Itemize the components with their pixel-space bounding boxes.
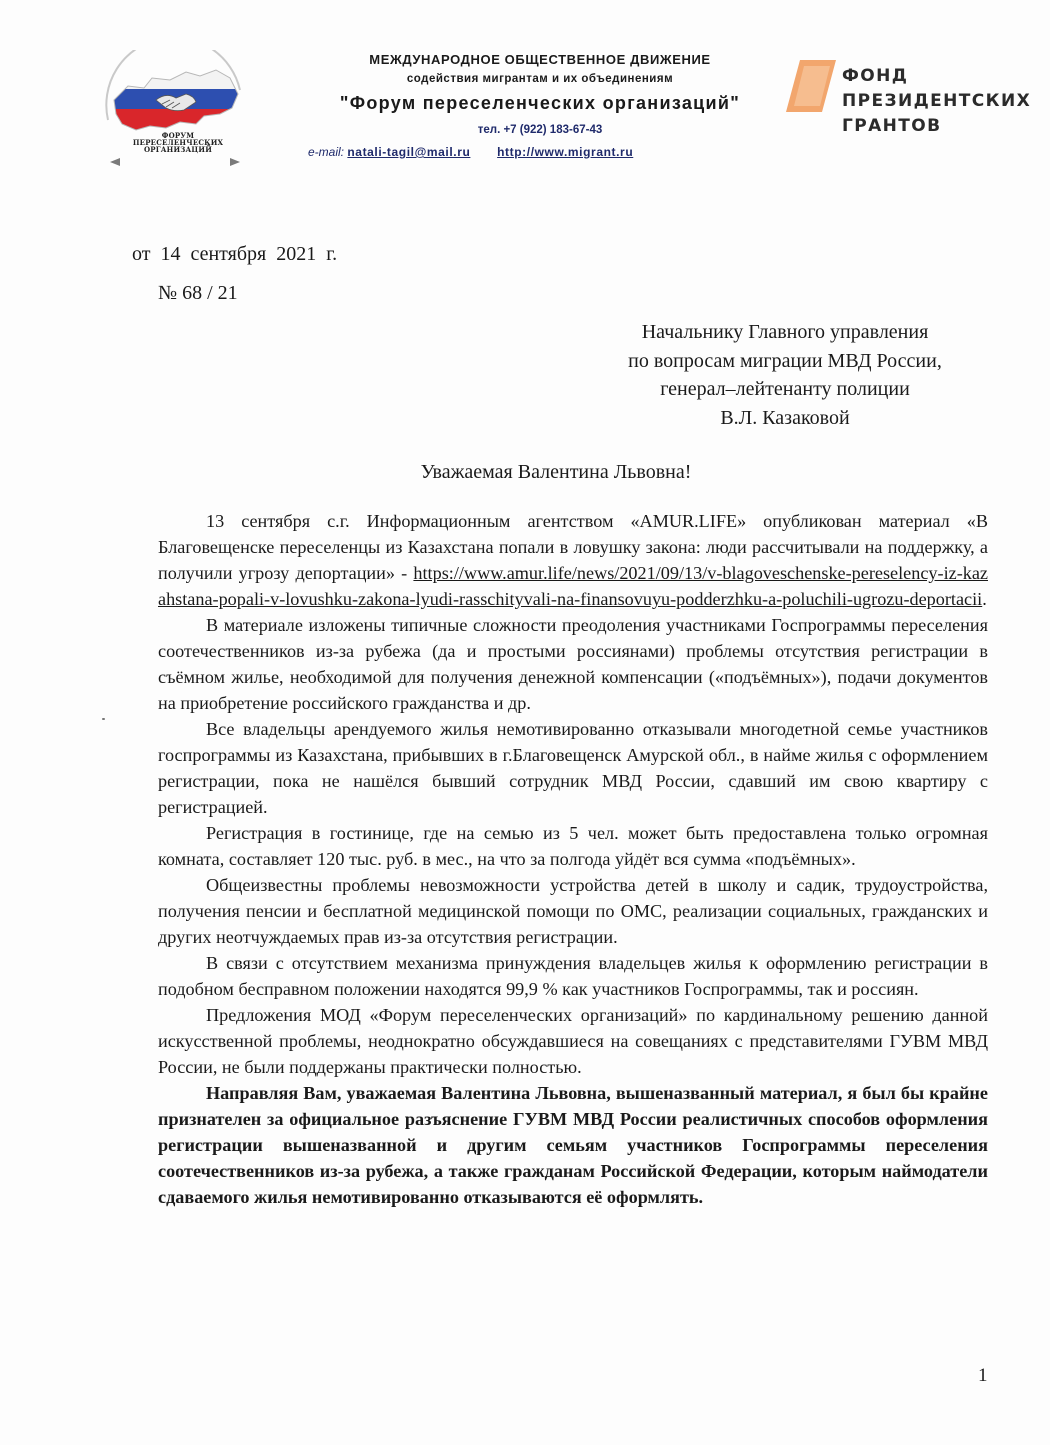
letter-body (158, 508, 988, 1210)
addressee-line-3: генерал–лейтенанту полиции (660, 378, 910, 400)
org-name: "Форум переселенческих организаций" (339, 93, 741, 113)
letter-number: № 68 / 21 (158, 282, 238, 304)
letter-date: от 14 сентября 2021 г. (132, 243, 338, 265)
addressee-line-1: Начальнику Главного управления (641, 321, 929, 343)
logo-caption: ФОРУМ ПЕРЕСЕЛЕНЧЕСКИХ ОРГАНИЗАЦИЙ (132, 131, 224, 154)
salutation: Уважаемая Валентина Львовна! (420, 461, 692, 483)
scan-speck (102, 718, 105, 720)
website-link[interactable]: http://www.migrant.ru (497, 145, 634, 159)
russia-map-emblem-icon (100, 50, 250, 175)
organization-header (290, 50, 790, 162)
fund-name (842, 64, 1031, 139)
addressee-line-2: по вопросам миграции МВД России, (628, 349, 942, 372)
paragraph-4: Регистрация в гостинице, где на семью из 5 чел. может быть предоставлена только огромная комната, составляет 120 тыс. руб. в мес., на что за полгода уйдёт вся сумма «подъёмных». (158, 823, 988, 869)
paragraph-2: В материале изложены типичные сложности преодоления участниками Госпрограммы переселения соотечественников из-за рубежа (да и простыми россиянами) проблемы отсутствия регистрации в съёмном жилье, необходимой для получения денежной компенсации («подъёмных»), подачи документов на приобретение российского гражданства и др. (158, 615, 988, 713)
article-link[interactable]: https://www.amur.life/news/2021/09/13/v-blagoveschenske-pereselency-iz-kazahstana-popali-v-lovushku-zakona-lyudi-rasschityvali-na-finansovuyu-podderzhku-a-poluchili-ugrozu-deportacii (158, 563, 988, 609)
fund-line-1: ФОНД (842, 66, 909, 86)
forum-logo (100, 50, 250, 175)
contacts-line (290, 142, 790, 162)
org-type: МЕЖДУНАРОДНОЕ ОБЩЕСТВЕННОЕ ДВИЖЕНИЕ (369, 52, 711, 67)
presidential-grants-fund-logo (782, 58, 1032, 148)
addressee-line-4: В.Л. Казаковой (720, 406, 850, 429)
paragraph-6: В связи с отсутствием механизма принуждения владельцев жилья к оформлению регистрации в подобном бесправном положении находятся 99,9 % как участников Госпрограммы, так и россиян. (158, 953, 988, 999)
addressee-block (560, 318, 1010, 432)
paragraph-7: Предложения МОД «Форум переселенческих организаций» по кардинальному решению данной искусственной проблемы, неоднократно обсуждавшиеся на совещаниях с представителями ГУВМ МВД России, не были поддержаны практически полностью. (158, 1005, 988, 1077)
paragraph-3: Все владельцы арендуемого жилья немотивированно отказывали многодетной семье участников госпрограммы из Казахстана, прибывших в г.Благовещенск Амурской обл., в найме жилья с оформлением регистрации, пока не нашёлся бывший сотрудник МВД России, сдавший им свою квартиру с регистрацией. (158, 719, 988, 817)
email-label: e-mail: (308, 145, 345, 159)
paragraph-1-text: 13 сентября с.г. Информационным агентством «AMUR.LIFE» опубликован материал «В Благовещенске переселенцы из Казахстана попали в ловушку закона: люди рассчитывали на поддержку, а получили угрозу депортации» - (158, 511, 988, 583)
page-number: 1 (978, 1365, 988, 1386)
fund-line-3: ГРАНТОВ (842, 116, 942, 136)
org-purpose: содействия мигрантам и их объединениям (406, 73, 674, 85)
fund-line-2: ПРЕЗИДЕНТСКИХ (842, 91, 1032, 111)
org-phone: тел. +7 (922) 183-67-43 (477, 124, 603, 136)
email-link[interactable]: natali-tagil@mail.ru (347, 145, 471, 159)
fund-mark-icon (782, 58, 838, 114)
paragraph-1-end: . (982, 589, 987, 609)
paragraph-8-request: Направляя Вам, уважаемая Валентина Львовна, вышеназванный материал, я был бы крайне признателен за официальное разъяснение ГУВМ МВД России реалистичных способов оформления регистрации вышеназванной и другим семьям участников Госпрограммы переселения соотечественников из-за рубежа, а также гражданам Российской Федерации, которым наймодатели сдаваемого жилья немотивированно отказываются её оформлять. (158, 1083, 988, 1207)
paragraph-5: Общеизвестны проблемы невозможности устройства детей в школу и садик, трудоустройства, получения пенсии и бесплатной медицинской помощи по ОМС, реализации социальных, гражданских и других неотчуждаемых прав из-за отсутствия регистрации. (158, 875, 988, 947)
paragraph-1 (158, 508, 988, 612)
